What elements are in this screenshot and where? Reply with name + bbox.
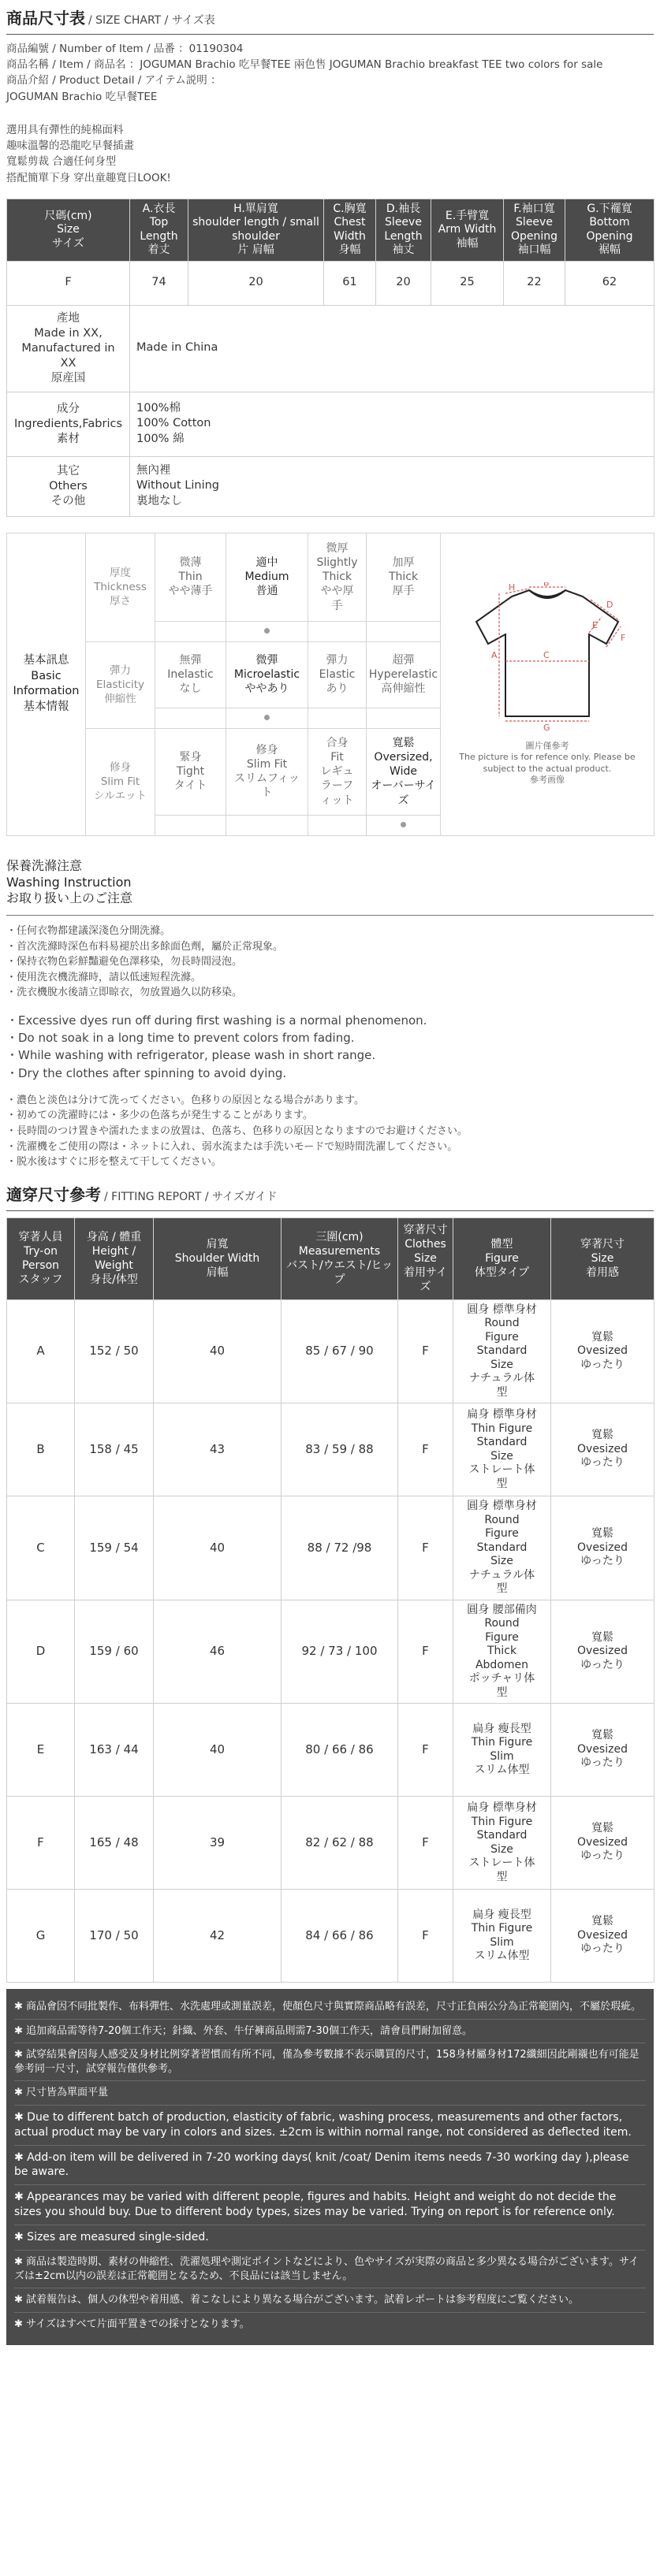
fit-label: 修身 Slim Fit シルエット: [86, 728, 155, 835]
svg-text:D: D: [606, 600, 613, 611]
fit-feel-cell: 寬鬆 Ovesized ゆったり: [551, 1890, 654, 1983]
selected-dot-icon: [264, 628, 270, 634]
fit-feel-cell: 寬鬆 Ovesized ゆったり: [551, 1299, 654, 1403]
chest-cell: 61: [324, 261, 376, 305]
col-header-bottom-opening: G.下襬寬 Bottom Opening 裾幅: [565, 199, 654, 261]
meta-desc-line: 搭配簡單下身 穿出童趣寬日LOOK!: [6, 171, 171, 184]
thickness-thin: 微薄 Thin やや薄手: [155, 533, 226, 621]
meta-product-detail: 商品介紹 / Product Detail / アイテム説明 ：: [6, 74, 222, 87]
note-en: ✱ Appearances may be varied with different people, figures and habits. Height and weight do not decide the sizes you should buy. Due to different body types, sizes may be varied. Trying on report is for reference only.: [14, 2185, 646, 2225]
selected-dot-icon: [264, 715, 270, 720]
wash-en-list: [6, 1012, 654, 1082]
height-weight-cell: 158 / 45: [75, 1403, 154, 1496]
thickness-slightly-thick: 微厚 Slightly Thick やや厚 手: [308, 533, 367, 621]
figure-cell: 扁身 瘦長型 Thin Figure Slim スリム体型: [453, 1704, 551, 1797]
measurements-cell: 80 / 66 / 86: [282, 1704, 398, 1797]
sleeve-length-cell: 20: [376, 261, 431, 305]
table-row: [7, 1797, 654, 1890]
table-row: [7, 261, 654, 305]
height-weight-cell: 163 / 44: [75, 1704, 154, 1797]
meta-item-name: 商品名稱 / Item / 商品名 ：JOGUMAN Brachio 吃早餐TEE 兩色售 JOGUMAN Brachio breakfast TEE two colors for sale: [6, 58, 603, 72]
shoulder-cell: 40: [154, 1704, 282, 1797]
material-row: [7, 392, 654, 456]
meta-item-number: 商品編號 / Number of Item / 品番 ：01190304: [6, 43, 244, 55]
fabric-info-table: [6, 533, 654, 836]
list-item: ・Excessive dyes run off during first washing is a normal phenomenon.: [6, 1013, 427, 1028]
diagram-note: 圖片僅參考 The picture is for refence only. Please be subject to the actual product. 參考画像: [459, 741, 636, 785]
table-row: [7, 1403, 654, 1496]
thickness-label: 厚度 Thickness 厚さ: [86, 533, 155, 641]
fit-regular: 合身 Fit レギュ ラーフ ィット: [308, 728, 367, 815]
clothes-size-cell: F: [398, 1299, 453, 1403]
height-weight-cell: 165 / 48: [75, 1797, 154, 1890]
material-label: 成分 Ingredients,Fabrics 素材: [7, 392, 130, 456]
selected-dot-icon: [401, 822, 406, 827]
measurements-cell: 84 / 66 / 86: [282, 1890, 398, 1983]
notes-panel: [6, 1989, 654, 2345]
fitting-title: 適穿尺寸參考: [6, 1184, 101, 1204]
height-weight-cell: 170 / 50: [75, 1890, 154, 1983]
person-cell: A: [7, 1299, 75, 1403]
height-weight-cell: 159 / 60: [75, 1600, 154, 1704]
fit-slim: 修身 Slim Fit スリムフィッ ト: [226, 728, 308, 815]
fit-tight: 緊身 Tight タイト: [155, 728, 226, 815]
shoulder-cell: 40: [154, 1299, 282, 1403]
bottom-opening-cell: 62: [565, 261, 654, 305]
clothes-size-cell: F: [398, 1600, 453, 1704]
measurements-cell: 92 / 73 / 100: [282, 1600, 398, 1704]
note-jp: ✱ サイズはすべて片面平置きでの採寸となります。: [14, 2318, 250, 2330]
size-table: [6, 199, 654, 517]
meta-desc-line: 寬鬆剪裁 合適任何身型: [6, 155, 117, 169]
list-item: ・使用洗衣機洗滌時，請以低速短程洗滌。: [6, 971, 202, 983]
note-jp: ✱ 試着報告は、個人の体型や着用感、着こなしにより異なる場合がございます。試着レポートは参考程度にご覧ください。: [14, 2288, 646, 2313]
page-title: 商品尺寸表: [6, 9, 85, 28]
fit-oversized: 寬鬆 Oversized, Wide オーバーサイ ズ: [367, 728, 441, 815]
list-item: ・長時間のつけ置きや濡れたままの放置は、色落ち、色移りの原因となりますのでお避けください。: [6, 1124, 468, 1137]
elasticity-inelastic: 無彈 Inelastic なし: [155, 641, 226, 708]
table-row: [7, 1600, 654, 1704]
table-row: [7, 1704, 654, 1797]
other-label: 其它 Others その他: [7, 456, 130, 516]
col-header-figure: 體型 Figure 体型タイプ: [453, 1217, 551, 1299]
figure-cell: 圓身 腰部備肉 Round Figure Thick Abdomen ポッチャリ体 型: [453, 1600, 551, 1704]
figure-cell: 圓身 標準身材 Round Figure Standard Size ナチュラル体 型: [453, 1496, 551, 1600]
thickness-medium: 適中 Medium 普通: [226, 533, 308, 621]
list-item: ・洗衣機脫水後請立即晾衣，勿放置過久以防移染。: [6, 987, 243, 999]
note-jp: ✱ 商品は製造時期、素材の伸縮性、洗濯処理や測定ポイントなどにより、色やサイズが実際の商品と多少異なる場合がございます。サイズは±2cm以内の誤差は正常範囲となるため、不良品には該当しません。: [14, 2251, 646, 2288]
note-en: ✱ Due to different batch of production, elasticity of fabric, washing process, measurements and other factors, actual product may be vary in colors and sizes. ±2cm is within normal range, not considered as deflected item.: [14, 2106, 646, 2146]
col-header-size: 尺碼(cm) Size サイズ: [7, 199, 130, 261]
height-weight-cell: 159 / 54: [75, 1496, 154, 1600]
note-en: ✱ Add-on item will be delivered in 7-20 working days( knit /coat/ Denim items needs 7-30 working day ),please be aware.: [14, 2146, 646, 2186]
origin-label: 產地 Made in XX, Manufactured in XX 原産国: [7, 305, 130, 392]
other-value: 無內裡 Without Lining 裏地なし: [130, 456, 654, 516]
note-zh: ✱ 試穿結果會因每人感受及身材比例穿著習慣而有所不同，僅為參考數據不表示購買的尺寸，158身材屬身材172纖細因此剛襯也有可能是參考同一尺寸，試穿報告僅供參考。: [14, 2043, 646, 2081]
fit-feel-cell: 寬鬆 Ovesized ゆったり: [551, 1797, 654, 1890]
clothes-size-cell: F: [398, 1890, 453, 1983]
list-item: ・While washing with refrigerator, please wash in short range.: [6, 1048, 376, 1063]
person-cell: C: [7, 1496, 75, 1600]
fitting-header-row: [7, 1217, 654, 1299]
figure-cell: 圓身 標準身材 Round Figure Standard Size ナチュラル体 型: [453, 1299, 551, 1403]
col-header-fit-feel: 穿著尺寸 Size 着用感: [551, 1217, 654, 1299]
list-item: ・濃色と淡色は分けて洗ってください。色移りの原因となる場合があります。: [6, 1094, 364, 1106]
figure-cell: 扁身 標準身材 Thin Figure Standard Size ストレート体 型: [453, 1797, 551, 1890]
note-zh: ✱ 尺寸皆為單面平量: [14, 2081, 646, 2106]
svg-text:F: F: [621, 633, 626, 644]
person-cell: D: [7, 1600, 75, 1704]
fit-feel-cell: 寬鬆 Ovesized ゆったり: [551, 1496, 654, 1600]
col-header-sleeve-opening: F.袖口寬 Sleeve Opening 袖口幅: [504, 199, 565, 261]
col-header-shoulder: H.單肩寬 shoulder length / small shoulder 片 肩幅: [188, 199, 324, 261]
figure-cell: 扁身 瘦長型 Thin Figure Slim スリム体型: [453, 1890, 551, 1983]
col-header-person: 穿著人員 Try-on Person スタッフ: [7, 1217, 75, 1299]
list-item: ・洗濯機をご使用の際は・ネットに入れ、弱水流または手洗いモードで短時間洗濯してください。: [6, 1140, 458, 1153]
washing-section: [6, 858, 654, 1170]
svg-text:G: G: [543, 723, 550, 733]
wash-jp-list: [6, 1093, 654, 1170]
col-header-sleeve-length: D.袖長 Sleeve Length 袖丈: [376, 199, 431, 261]
wash-title-jp: お取り扱い上のご注意: [6, 890, 133, 906]
shoulder-cell: 40: [154, 1496, 282, 1600]
fit-feel-cell: 寬鬆 Ovesized ゆったり: [551, 1704, 654, 1797]
header-divider: [6, 34, 654, 35]
wash-zh-list: [6, 924, 654, 1001]
measurements-cell: 82 / 62 / 88: [282, 1797, 398, 1890]
list-item: ・首次洗滌時深色布料易褪於出多餘面色劑，屬於正常現象。: [6, 940, 284, 953]
garment-diagram: [441, 533, 654, 835]
table-row: [7, 1890, 654, 1983]
note-zh: ✱ 商品會因不同批製作、布料彈性、水洗處理或測量誤差，使顏色尺寸與實際商品略有誤差，尺寸正負兩公分為正常範圍內，不屬於瑕疵。: [14, 1995, 646, 2020]
measurements-cell: 85 / 67 / 90: [282, 1299, 398, 1403]
col-header-chest: C.胸寬 Chest Width 身幅: [324, 199, 376, 261]
note-zh: ✱ 追加商品需等待7-20個工作天；針織、外套、牛仔褲商品則需7-30個工作天，請會員們耐加留意。: [14, 2020, 646, 2044]
clothes-size-cell: F: [398, 1403, 453, 1496]
fitting-subtitle: / FITTING REPORT / サイズガイド: [104, 1190, 278, 1203]
fitting-table: [6, 1217, 654, 1983]
fitting-header: [6, 1184, 654, 1206]
tshirt-diagram-icon: [457, 582, 638, 732]
col-header-clothes-size: 穿著尺寸 Clothes Size 着用サイズ: [398, 1217, 453, 1299]
measurements-cell: 83 / 59 / 88: [282, 1403, 398, 1496]
person-cell: E: [7, 1704, 75, 1797]
sleeve-opening-cell: 22: [504, 261, 565, 305]
svg-text:E: E: [592, 620, 598, 631]
clothes-size-cell: F: [398, 1797, 453, 1890]
wash-divider: [6, 915, 654, 916]
table-row: [7, 1496, 654, 1600]
meta-desc-line: 選用具有彈性的純棉面料: [6, 123, 124, 136]
list-item: ・初めての洗濯時には・多少の色落ちが発生することがあります。: [6, 1110, 313, 1122]
meta-desc-line: JOGUMAN Brachio 吃早餐TEE: [6, 90, 158, 103]
page-subtitle: / SIZE CHART / サイズ表: [88, 14, 215, 27]
origin-value: Made in China: [130, 305, 654, 392]
list-item: ・脱水後はすぐに形を整えて干してください。: [6, 1156, 222, 1169]
basic-info-label: 基本訊息 Basic Information 基本情報: [7, 533, 86, 835]
other-row: [7, 456, 654, 516]
arm-width-cell: 25: [431, 261, 504, 305]
shoulder-cell: 46: [154, 1600, 282, 1704]
col-header-height-weight: 身高 / 體重 Height / Weight 身長/体型: [75, 1217, 154, 1299]
thickness-thick: 加厚 Thick 厚手: [367, 533, 441, 621]
shoulder-cell: 39: [154, 1797, 282, 1890]
col-header-top-length: A.衣長 Top Length 着丈: [130, 199, 188, 261]
col-header-shoulder-width: 肩寬 Shoulder Width 肩幅: [154, 1217, 282, 1299]
clothes-size-cell: F: [398, 1496, 453, 1600]
person-cell: G: [7, 1890, 75, 1983]
svg-text:H: H: [509, 582, 516, 593]
elasticity-hyper: 超彈 Hyperelastic 高伸縮性: [367, 641, 441, 708]
figure-cell: 扁身 標準身材 Thin Figure Standard Size ストレート体 型: [453, 1403, 551, 1496]
list-item: ・Do not soak in a long time to prevent colors from fading.: [6, 1031, 355, 1046]
person-cell: F: [7, 1797, 75, 1890]
col-header-arm-width: E.手臂寬 Arm Width 袖幅: [431, 199, 504, 261]
fit-feel-cell: 寬鬆 Ovesized ゆったり: [551, 1403, 654, 1496]
origin-row: [7, 305, 654, 392]
wash-title-zh: 保養洗滌注意: [6, 857, 83, 873]
table-row: [7, 1299, 654, 1403]
list-item: ・Dry the clothes after spinning to avoid dying.: [6, 1065, 287, 1080]
product-meta: [6, 41, 654, 186]
wash-title-en: Washing Instruction: [6, 874, 132, 890]
col-header-measurements: 三圍(cm) Measurements バスト/ウエスト/ヒップ: [282, 1217, 398, 1299]
shoulder-cell: 20: [188, 261, 324, 305]
fit-feel-cell: 寬鬆 Ovesized ゆったり: [551, 1600, 654, 1704]
size-table-header-row: [7, 199, 654, 261]
height-weight-cell: 152 / 50: [75, 1299, 154, 1403]
svg-text:C: C: [543, 650, 550, 661]
material-value: 100%棉 100% Cotton 100% 綿: [130, 392, 654, 456]
list-item: ・保持衣物色彩鮮豔避免色澤移染，勿長時間浸泡。: [6, 956, 243, 968]
size-chart-header: [6, 0, 654, 29]
elasticity-elastic: 彈力 Elastic あり: [308, 641, 367, 708]
svg-text:B: B: [543, 582, 550, 589]
elasticity-label: 彈力 Elasticity 伸縮性: [86, 641, 155, 728]
shoulder-cell: 42: [154, 1890, 282, 1983]
size-cell: F: [7, 261, 130, 305]
fitting-divider: [6, 1210, 654, 1211]
clothes-size-cell: F: [398, 1704, 453, 1797]
shoulder-cell: 43: [154, 1403, 282, 1496]
meta-desc-line: 趣味溫馨的恐龍吃早餐插畫: [6, 139, 134, 153]
person-cell: B: [7, 1403, 75, 1496]
list-item: ・任何衣物都建議深淺色分開洗滌。: [6, 925, 171, 938]
top-length-cell: 74: [130, 261, 188, 305]
note-en: ✱ Sizes are measured single-sided.: [14, 2225, 646, 2251]
elasticity-micro: 微彈 Microelastic ややあり: [226, 641, 308, 708]
measurements-cell: 88 / 72 /98: [282, 1496, 398, 1600]
svg-text:A: A: [491, 650, 498, 661]
